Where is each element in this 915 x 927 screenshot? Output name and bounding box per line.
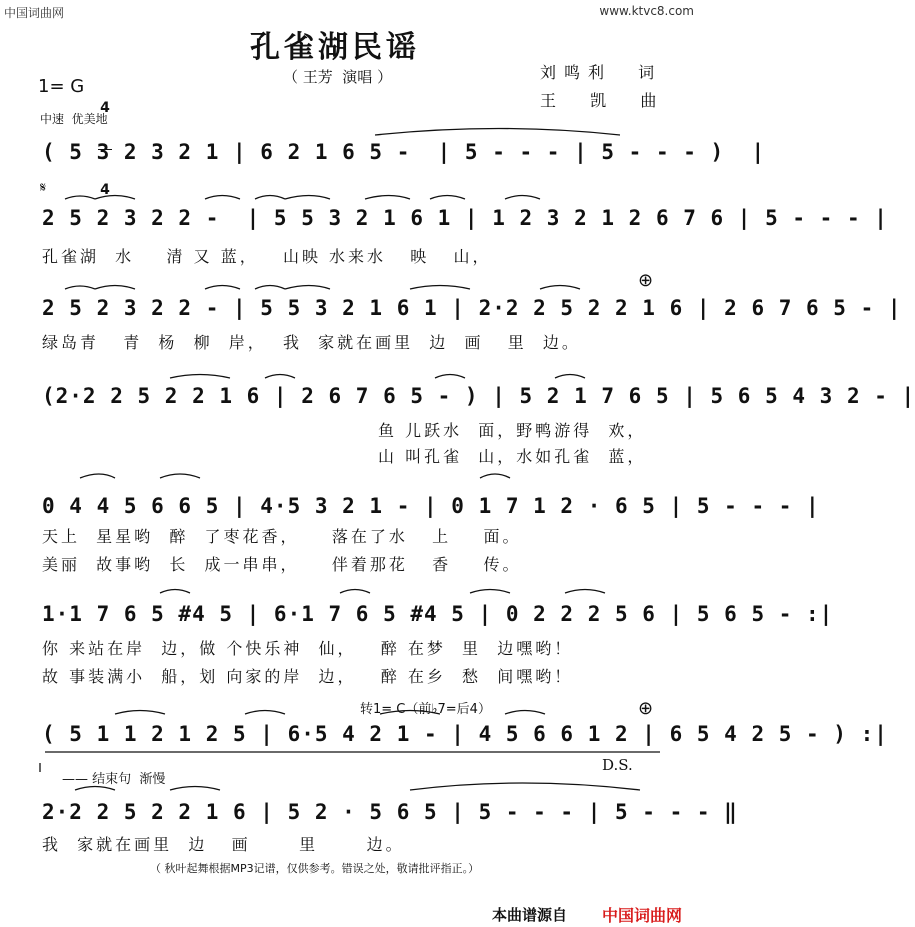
score-line-6-notes: 1·1 7 6 5 #4 5 | 6·1 7 6 5 #4 5 | 0 2 2 2 5 6 | 5 6 5 - :| — [42, 602, 834, 626]
slur-arc — [470, 590, 510, 594]
slur-arc — [65, 196, 95, 199]
score-line-2-notes: 2 5 2 3 2 2 - | 5 5 3 2 1 6 1 | 1 2 3 2 1 2 6 7 6 | 5 - - - | — [42, 206, 888, 230]
time-numerator: 4 — [100, 100, 110, 116]
slur-arc — [205, 286, 240, 290]
tie-arc — [375, 129, 620, 136]
slur-arc — [80, 474, 115, 478]
modulation-marking: 转1= C（前♭7=后4） — [360, 702, 491, 717]
score-line-3-lyric: 绿岛青 青 杨 柳 岸， 我 家就在画里 边 画 里 边。 — [42, 333, 581, 352]
score-line-1-notes: ( 5 3 2 3 2 1 | 6 2 1 6 5 - | 5 - - - | 5 - - - ) | — [42, 140, 766, 164]
time-denominator: 4 — [100, 182, 110, 198]
slur-arc — [435, 375, 465, 379]
slur-arc — [410, 286, 470, 290]
composer-credit: 王 凯 曲 — [540, 91, 665, 110]
tie-arc — [410, 783, 640, 790]
slur-arc — [540, 286, 580, 290]
score-line-5-lyric-verse1: 天上 星星哟 醉 了枣花香， 落在了水 上 面。 — [42, 527, 522, 546]
slur-arc — [255, 286, 285, 290]
score-line-5-notes: 0 4 4 5 6 6 5 | 4·5 3 2 1 - | 0 1 7 1 2 · 6 5 | 5 - - - | — [42, 494, 820, 518]
ending-label: —— 结束句 渐慢 — [62, 772, 166, 787]
slur-arc — [255, 196, 285, 200]
slur-arc — [160, 590, 190, 594]
slur-arc — [480, 474, 510, 478]
dal-segno-marking: D.S. — [602, 756, 633, 774]
slur-arc — [365, 196, 410, 200]
slur-arc — [160, 474, 200, 478]
score-line-6-lyric-verse1: 你 来站在岸 边，做 个快乐神 仙， 醉 在梦 里 边嘿哟！ — [42, 639, 574, 658]
slur-arc — [170, 375, 230, 379]
song-title: 孔雀湖民谣 — [250, 30, 420, 65]
watermark-right: www.ktvc8.com — [599, 4, 694, 18]
slur-arc — [95, 196, 135, 200]
lyricist-credit: 刘鸣利 词 — [540, 63, 663, 82]
transcription-footnote: （ 秋叶起舞根据MP3记谱，仅供参考。错误之处，敬请批评指正。） — [150, 862, 480, 875]
slur-arc — [565, 590, 605, 594]
slur-arc — [340, 590, 370, 594]
score-line-2-lyric: 孔雀湖 水 清 又 蓝， 山映 水来水 映 山， — [42, 247, 492, 266]
slur-arc — [65, 286, 95, 289]
tempo-marking: 中速 优美地 — [40, 112, 108, 126]
score-line-6-lyric-verse2: 故 事装满小 船，划 向家的岸 边， 醉 在乡 愁 间嘿哟！ — [42, 667, 574, 686]
slur-arc — [505, 711, 545, 715]
score-line-3-notes: 2 5 2 3 2 2 - | 5 5 3 2 1 6 1 | 2·2 2 5 2 2 1 6 | 2 6 7 6 5 - | — [42, 296, 902, 320]
score-line-5-lyric-verse2: 美丽 故事哟 长 成一串串， 伴着那花 香 传。 — [42, 555, 522, 574]
slur-arc — [555, 375, 585, 379]
slur-arc — [505, 196, 540, 200]
slur-arc — [75, 787, 115, 791]
slur-arc — [285, 286, 330, 290]
singer-credit: （ 王芳 演唱 ） — [283, 68, 393, 86]
source-label: 本曲谱源自 — [492, 906, 568, 924]
site-name-link[interactable]: 中国词曲网 — [602, 906, 683, 925]
coda-icon: ⊕ — [638, 270, 654, 291]
coda-icon: ⊕ — [638, 698, 654, 719]
score-line-4-lyric-verse1: 鱼 儿跃水 面，野鸭游得 欢， — [378, 421, 647, 440]
slur-arc — [170, 787, 220, 791]
slur-arc — [95, 286, 135, 290]
slur-arc — [245, 711, 285, 715]
score-line-4-lyric-verse2: 山 叫孔雀 山，水如孔雀 蓝， — [378, 447, 647, 466]
slur-arc — [265, 375, 295, 379]
slur-arc — [285, 196, 330, 200]
score-line-8-notes: 2·2 2 5 2 2 1 6 | 5 2 · 5 6 5 | 5 - - - | 5 - - - ‖ — [42, 800, 738, 824]
slur-arc — [430, 196, 465, 200]
slur-arc — [205, 196, 240, 200]
slur-arc — [115, 711, 165, 715]
score-line-7-notes: ( 5 1 1 2 1 2 5 | 6·5 4 2 1 - | 4 5 6 6 1 2 | 6 5 4 2 5 - ) :| — [42, 722, 888, 746]
watermark-left: 中国词曲网 — [4, 6, 65, 20]
score-line-4-notes: (2·2 2 5 2 2 1 6 | 2 6 7 6 5 - ) | 5 2 1 7 6 5 | 5 6 5 4 3 2 - | — [42, 384, 915, 408]
key-signature: 1= G — [38, 76, 85, 97]
score-line-8-lyric: 我 家就在画里 边 画 里 边。 — [42, 835, 405, 854]
segno-icon: 𝄋 — [40, 180, 47, 196]
